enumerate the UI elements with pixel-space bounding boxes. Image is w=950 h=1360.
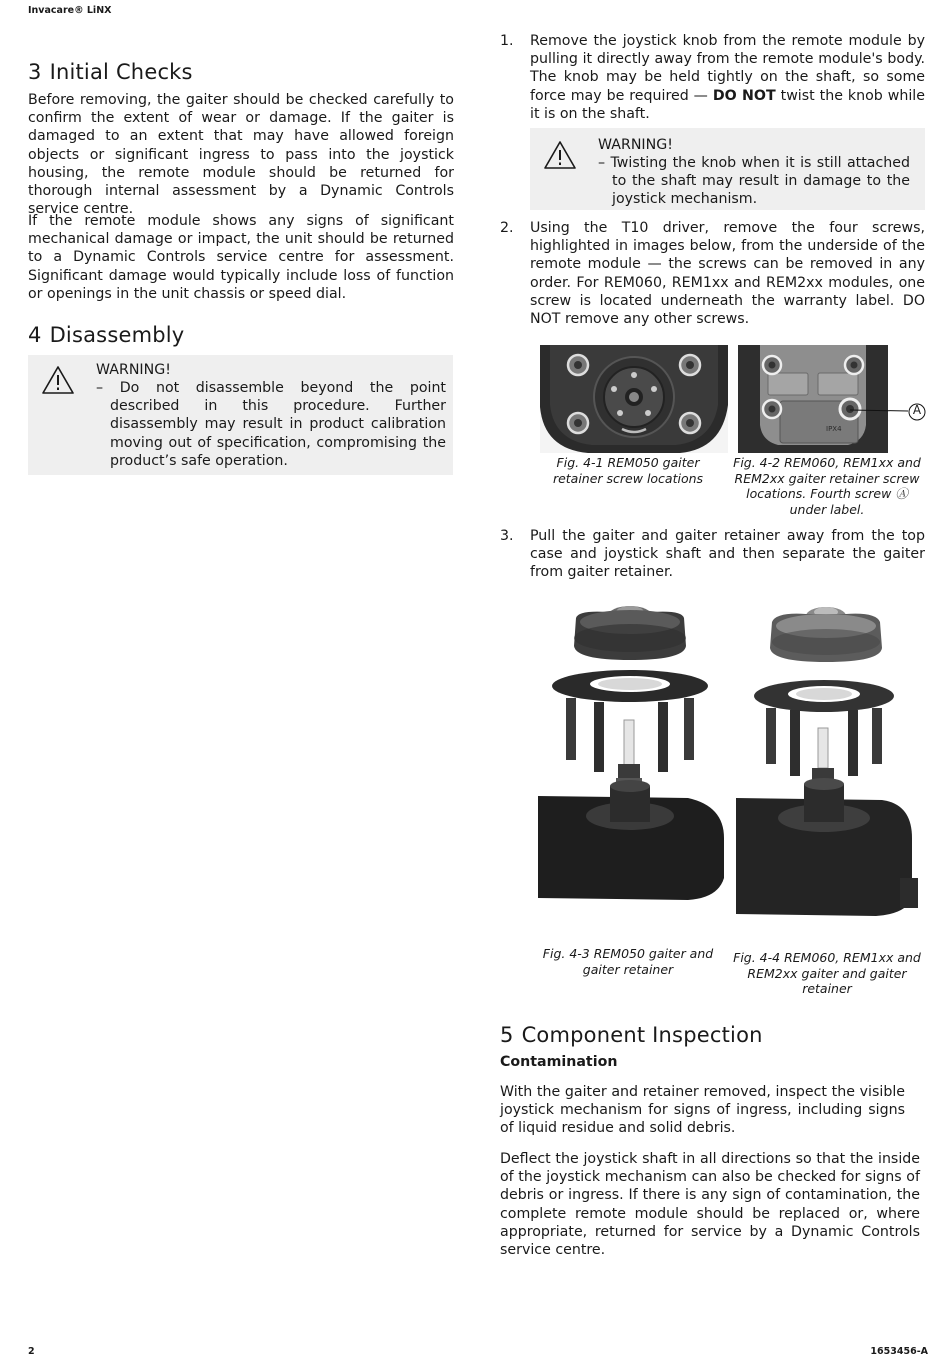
warning-triangle-icon — [543, 140, 577, 170]
section5-paragraph-1: With the gaiter and retainer removed, inspect the visible joystick mechanism for signs of ingress, including signs of liquid residue and solid debris. — [500, 1084, 905, 1137]
fig42-label-text: IPX4 — [826, 425, 842, 433]
step-3-text: Pull the gaiter and gaiter retainer away from the top case and joystick shaft and then separate the gaiter from gaiter retainer. — [530, 528, 925, 581]
figure-4-2-caption: Fig. 4-2 REM060, REM1xx and REM2xx gaiter retainer screw locations. Fourth screw Ⓐ under label. — [733, 455, 921, 517]
step-2-text: Using the T10 driver, remove the four screws, highlighted in images below, from the underside of the remote module — the screws can be removed in any order. For REM060, REM1xx and REM2xx modules, one screw is located underneath the warranty label. DO NOT remove any other screws. — [530, 220, 925, 328]
figure-4-2-image — [738, 345, 888, 453]
step-3-number: 3. — [500, 528, 514, 544]
footer-doc-id: 1653456-A — [870, 1346, 928, 1357]
figure-4-3-image — [538, 598, 725, 941]
section4-title: Disassembly — [49, 323, 185, 347]
step-1-do-not: DO NOT — [712, 87, 776, 104]
callout-a-label: A — [912, 403, 922, 417]
figure-4-4-image — [736, 598, 918, 941]
section4-number: 4 — [28, 323, 42, 347]
section3-title: Initial Checks — [49, 60, 193, 84]
figure-4-4-caption: Fig. 4-4 REM060, REM1xx and REM2xx gaiter and gaiter retainer — [733, 950, 921, 996]
step1-warning-box — [530, 128, 925, 210]
section5-heading — [500, 1022, 763, 1048]
section3-heading — [28, 59, 193, 85]
section5-paragraph-2: Deflect the joystick shaft in all directions so that the inside of the joystick mechanism can also be checked for signs of debris or ingress. If there is any sign of contamination, the complete remote module should be replaced or, where appropriate, returned for service by a Dynamic Controls service centre. — [500, 1151, 920, 1259]
section3-paragraph-2: If the remote module shows any signs of significant mechanical damage or impact, the unit should be returned to a Dynamic Controls service centre for assessment. Significant damage would typically include loss of function or openings in the unit chassis or speed dial. — [28, 213, 454, 302]
section4-heading — [28, 322, 184, 348]
footer-page-number: 2 — [28, 1346, 35, 1357]
step-1-text-a: Remove the joystick knob from the remote module by pulling it directly away from the remote module's body. The knob may be held tightly on the shaft, so some force may be required — — [530, 33, 925, 104]
section3-number: 3 — [28, 60, 42, 84]
section5-title: Component Inspection — [521, 1023, 763, 1047]
disassembly-warning-title: WARNING! — [96, 362, 171, 378]
section5-number: 5 — [500, 1023, 514, 1047]
figure-4-1-caption: Fig. 4-1 REM050 gaiter retainer screw locations — [552, 455, 704, 486]
header-brand: Invacare® LiNX — [28, 5, 112, 16]
warning-triangle-icon — [41, 365, 75, 395]
figure-4-1-image — [540, 345, 728, 453]
step1-warning-title: WARNING! — [598, 137, 673, 153]
section5-subheading: Contamination — [500, 1054, 618, 1070]
figure-4-3-caption: Fig. 4-3 REM050 gaiter and gaiter retainer — [542, 946, 714, 977]
step-1-text-b: twist the knob while it is on the shaft. — [530, 87, 925, 122]
disassembly-warning-box — [28, 355, 453, 475]
disassembly-warning-text: – Do not disassemble beyond the point described in this procedure. Further disassembly may result in product calibration moving out of specification, compromising the product’s safe operation. — [96, 380, 446, 469]
step-2-number: 2. — [500, 220, 514, 236]
section3-paragraph-1: Before removing, the gaiter should be checked carefully to confirm the extent of wear or damage. If the gaiter is damaged to an extent that may have allowed foreign objects or significant ingress to pass into the joystick housing, the remote module should be returned for thorough internal assessment by a Dynamic Controls service centre. — [28, 92, 454, 218]
step1-warning-text: – Twisting the knob when it is still attached to the shaft may result in damage to the joystick mechanism. — [598, 155, 910, 208]
step-1-number: 1. — [500, 33, 514, 49]
step-1-text — [530, 32, 925, 123]
